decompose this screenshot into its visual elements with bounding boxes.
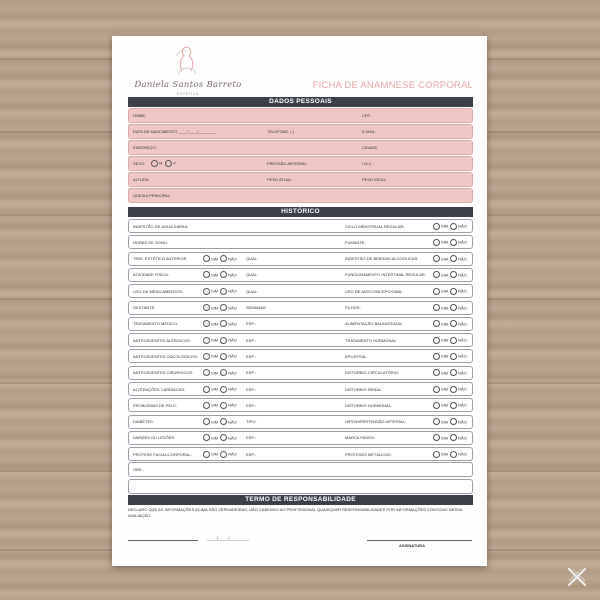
radio-sim[interactable]	[203, 418, 210, 425]
detail-label: QUAL:	[246, 272, 259, 278]
field-label: TELEFONE: ( )	[267, 128, 295, 134]
option-label: NÃO	[228, 272, 237, 278]
question-label: ANTECEDENTES ALÉRGICOS:	[133, 337, 191, 343]
radio-sim[interactable]	[433, 271, 440, 278]
option-label: NÃO	[228, 321, 237, 327]
history-row[interactable]	[128, 398, 473, 412]
history-row[interactable]	[128, 317, 473, 331]
option-label: SIM	[211, 370, 219, 376]
field-label: CPF:	[362, 112, 372, 118]
question-label: EPILEPSIA:	[345, 353, 367, 359]
history-row[interactable]	[128, 252, 473, 266]
radio-sim[interactable]	[433, 402, 440, 409]
detail-label: QUAL:	[246, 288, 259, 294]
obs-label: OBS.:	[133, 466, 144, 472]
radio-feminino[interactable]	[165, 160, 172, 167]
radio-nao[interactable]	[220, 402, 227, 409]
field-label: CIDADE:	[362, 144, 379, 150]
field-label: ENDEREÇO:	[133, 144, 157, 150]
history-row[interactable]	[128, 268, 473, 282]
radio-sim[interactable]	[433, 386, 440, 393]
question-label: ALIMENTAÇÃO BALANCEADA:	[345, 321, 403, 327]
option-label: SIM	[211, 402, 219, 408]
obs-field-line-2[interactable]	[128, 479, 473, 494]
woman-silhouette-icon	[172, 44, 202, 78]
option-label: NÃO	[458, 386, 467, 392]
radio-sim[interactable]	[433, 369, 440, 376]
radio-nao[interactable]	[220, 434, 227, 441]
option-label: SIM	[441, 337, 449, 343]
date-field[interactable]: ____/____/________	[207, 536, 250, 541]
option-label: SIM	[441, 435, 449, 441]
history-row[interactable]	[128, 349, 473, 363]
radio-nao[interactable]	[220, 320, 227, 327]
question-label: INGESTÃO DE ÁGUA DIÁRIA:	[133, 223, 189, 229]
question-label: USO DE MEDICAMENTOS:	[133, 288, 184, 294]
signature-label: ASSINATURA	[399, 543, 425, 548]
detail-label: ESP.:	[246, 321, 256, 327]
option-label: NÃO	[228, 451, 237, 457]
right-yes-no	[433, 272, 467, 279]
radio-sim[interactable]	[203, 434, 210, 441]
left-yes-no	[203, 337, 237, 344]
option-label: NÃO	[458, 272, 467, 278]
option-label: SIM	[211, 451, 219, 457]
option-label: SIM	[211, 337, 219, 343]
option-label: NÃO	[458, 305, 467, 311]
option-label: SIM	[211, 288, 219, 294]
right-yes-no	[433, 305, 467, 312]
question-label: ANTECEDENTES CIRÚRGICOS:	[133, 370, 194, 376]
radio-sim[interactable]	[433, 418, 440, 425]
right-yes-no	[433, 256, 467, 263]
detail-label: ESP.:	[246, 402, 256, 408]
option-label: M	[159, 160, 163, 166]
left-yes-no	[203, 305, 237, 312]
radio-nao[interactable]	[220, 304, 227, 311]
radio-nao[interactable]	[450, 353, 457, 360]
option-label: SIM	[441, 321, 449, 327]
question-label: INGESTÃO DE BEBIDAS ALCOÓLICAS:	[345, 256, 419, 262]
option-label: SIM	[441, 419, 449, 425]
option-label: SIM	[441, 386, 449, 392]
history-row[interactable]	[128, 431, 473, 445]
declaration-text: DECLARO QUE AS INFORMAÇÕES ACIMA SÃO VERDADEIRAS, NÃO CABENDO AO PROFISSIONAL QUAISQUER RESPONSABILIDADES POR INFORMAÇÕES CONTIDAS NESSA AVALIAÇÃO.	[128, 507, 463, 518]
option-label: SIM	[441, 272, 449, 278]
detail-label: ESP.:	[246, 451, 256, 457]
brand-name: Daniela Santos Barreto	[134, 80, 242, 90]
right-yes-no	[433, 451, 467, 458]
history-row[interactable]	[128, 366, 473, 380]
right-yes-no	[433, 370, 467, 377]
radio-sim[interactable]	[433, 255, 440, 262]
question-label: DISTÚRBIO HORMONAL:	[345, 402, 393, 408]
left-yes-no	[203, 370, 237, 377]
radio-sim[interactable]	[203, 369, 210, 376]
left-yes-no	[203, 272, 237, 279]
history-row[interactable]	[128, 415, 473, 429]
detail-label: ESP.:	[246, 337, 256, 343]
option-label: NÃO	[458, 337, 467, 343]
question-label: CICLO MENSTRUAL REGULAR:	[345, 223, 405, 229]
detail-label: ESP.:	[246, 386, 256, 392]
radio-sim[interactable]	[203, 402, 210, 409]
question-label: DISTÚRBIO CIRCULATÓRIO:	[345, 370, 399, 376]
field-label: PESO ATUAL:	[267, 176, 293, 182]
left-yes-no	[203, 402, 237, 409]
field-label: QUEIXA PRINCIPAL:	[133, 192, 171, 198]
option-label: NÃO	[458, 402, 467, 408]
option-label: NÃO	[458, 353, 467, 359]
option-label: NÃO	[458, 256, 467, 262]
option-label: NÃO	[458, 321, 467, 327]
radio-sim[interactable]	[203, 386, 210, 393]
detail-label: ESP.:	[246, 353, 256, 359]
question-label: ALTERAÇÕES CARDÍACAS:	[133, 386, 186, 392]
radio-nao[interactable]	[450, 288, 457, 295]
signature-line[interactable]	[367, 540, 472, 541]
radio-sim[interactable]	[433, 239, 440, 246]
radio-nao[interactable]	[450, 255, 457, 262]
left-yes-no	[203, 321, 237, 328]
question-label: TRATAMENTO MÉDICO:	[133, 321, 179, 327]
brand-subtitle: ESTÉTICA	[177, 92, 199, 96]
section-bar-history: HISTÓRICO	[128, 207, 473, 217]
question-label: FILHOS:	[345, 305, 361, 310]
radio-sim[interactable]	[203, 353, 210, 360]
left-yes-no	[203, 435, 237, 442]
radio-nao[interactable]	[450, 271, 457, 278]
left-yes-no	[203, 256, 237, 263]
left-yes-no	[203, 451, 237, 458]
radio-sim[interactable]	[433, 353, 440, 360]
history-row[interactable]	[128, 382, 473, 396]
right-yes-no	[433, 337, 467, 344]
radio-nao[interactable]	[220, 353, 227, 360]
question-label: HIPO/HIPERTENSÃO ARTERIAL:	[345, 419, 406, 425]
radio-nao[interactable]	[220, 451, 227, 458]
option-label: F	[173, 160, 176, 166]
radio-nao[interactable]	[450, 223, 457, 230]
option-label: NÃO	[228, 402, 237, 408]
radio-sim[interactable]	[433, 434, 440, 441]
option-label: NÃO	[458, 370, 467, 376]
left-yes-no	[203, 419, 237, 426]
option-label: NÃO	[228, 288, 237, 294]
right-yes-no	[433, 223, 467, 230]
right-yes-no	[433, 239, 467, 246]
option-label: SIM	[211, 256, 219, 262]
field-label: ALTURA:	[133, 176, 150, 182]
question-label: FUNCIONAMENTO INTESTINAL REGULAR:	[345, 272, 426, 278]
personal-row[interactable]	[128, 172, 473, 187]
option-label: NÃO	[228, 386, 237, 392]
option-label: NÃO	[458, 223, 467, 229]
field-label: PRESSÃO ARTERIAL:	[267, 160, 308, 166]
right-yes-no	[433, 288, 467, 295]
option-label: NÃO	[458, 239, 467, 245]
form-title: FICHA DE ANAMNESE CORPORAL	[312, 80, 473, 91]
radio-nao[interactable]	[450, 239, 457, 246]
question-label: PRÓTESES METÁLICAS:	[345, 451, 392, 457]
option-label: SIM	[211, 435, 219, 441]
question-label: USO DE ANTICONCEPCIONAL:	[345, 288, 404, 294]
option-label: NÃO	[228, 305, 237, 311]
radio-sim[interactable]	[433, 288, 440, 295]
question-label: PRÓTESE FACIAL/CORPORAL:	[133, 451, 192, 457]
radio-nao[interactable]	[220, 369, 227, 376]
radio-nao[interactable]	[450, 337, 457, 344]
radio-nao[interactable]	[450, 304, 457, 311]
detail-label: ESP.:	[246, 370, 256, 376]
right-yes-no	[433, 353, 467, 360]
option-label: SIM	[441, 223, 449, 229]
question-label: DIABÉTES:	[133, 419, 154, 425]
radio-sim[interactable]	[203, 337, 210, 344]
question-label: MARCA PASSO:	[345, 435, 375, 441]
option-label: NÃO	[228, 337, 237, 343]
option-label: SIM	[441, 305, 449, 311]
option-label: SIM	[441, 256, 449, 262]
radio-nao[interactable]	[220, 271, 227, 278]
question-label: HORAS DE SONO:	[133, 239, 168, 245]
section-bar-terms: TERMO DE RESPONSABILIDADE	[128, 495, 473, 505]
option-label: NÃO	[228, 353, 237, 359]
option-label: SIM	[211, 386, 219, 392]
history-row[interactable]	[128, 235, 473, 249]
close-x-icon	[566, 566, 588, 588]
detail-label: TIPO:	[246, 419, 257, 425]
personal-row[interactable]	[128, 156, 473, 171]
history-row[interactable]	[128, 301, 473, 315]
sex-options	[151, 160, 176, 167]
radio-nao[interactable]	[450, 369, 457, 376]
field-label: DATA DE NASCIMENTO ____/____/________	[133, 128, 217, 134]
personal-row[interactable]	[128, 188, 473, 203]
section-bar-personal: DADOS PESSOAIS	[128, 97, 473, 107]
radio-sim[interactable]	[433, 451, 440, 458]
option-label: NÃO	[228, 435, 237, 441]
question-label: VARIZES OU LESÕES:	[133, 435, 176, 441]
radio-sim[interactable]	[203, 304, 210, 311]
radio-nao[interactable]	[450, 418, 457, 425]
right-yes-no	[433, 402, 467, 409]
option-label: NÃO	[228, 419, 237, 425]
option-label: NÃO	[458, 288, 467, 294]
radio-nao[interactable]	[220, 386, 227, 393]
question-label: DISTÚRBIO RENAL:	[345, 386, 383, 392]
option-label: SIM	[441, 402, 449, 408]
detail-label: SEMANAS:	[246, 305, 267, 310]
field-label: I.M.C.:	[362, 160, 374, 166]
observations-area	[128, 459, 471, 492]
radio-sim[interactable]	[203, 288, 210, 295]
left-yes-no	[203, 288, 237, 295]
left-yes-no	[203, 353, 237, 360]
option-label: NÃO	[458, 435, 467, 441]
field-label: PESO IDEAL:	[362, 176, 387, 182]
field-label: NOME:	[133, 112, 147, 118]
question-label: PROBLEMAS DE PELE:	[133, 402, 178, 408]
right-yes-no	[433, 321, 467, 328]
right-yes-no	[433, 386, 467, 393]
radio-nao[interactable]	[450, 402, 457, 409]
question-label: TRATAMENTO HORMONAL:	[345, 337, 398, 343]
radio-nao[interactable]	[450, 434, 457, 441]
option-label: SIM	[211, 272, 219, 278]
left-yes-no	[203, 386, 237, 393]
anamnesis-form-sheet	[112, 36, 487, 566]
right-yes-no	[433, 419, 467, 426]
detail-label: QUAL:	[246, 256, 259, 262]
radio-nao[interactable]	[220, 255, 227, 262]
option-label: SIM	[441, 239, 449, 245]
option-label: SIM	[211, 305, 219, 311]
option-label: SIM	[211, 321, 219, 327]
right-yes-no	[433, 435, 467, 442]
personal-row[interactable]	[128, 108, 473, 123]
radio-nao[interactable]	[220, 418, 227, 425]
radio-sim[interactable]	[203, 271, 210, 278]
history-row[interactable]	[128, 333, 473, 347]
option-label: NÃO	[458, 451, 467, 457]
option-label: NÃO	[228, 370, 237, 376]
personal-row[interactable]	[128, 124, 473, 139]
radio-nao[interactable]	[220, 337, 227, 344]
place-line[interactable]	[128, 540, 198, 541]
history-row[interactable]	[128, 284, 473, 298]
option-label: SIM	[211, 353, 219, 359]
radio-nao[interactable]	[450, 386, 457, 393]
radio-sim[interactable]	[203, 255, 210, 262]
question-label: ATIVIDADE FÍSICA:	[133, 272, 169, 278]
option-label: SIM	[441, 370, 449, 376]
option-label: SIM	[441, 353, 449, 359]
field-label: SEXO:	[133, 160, 146, 166]
detail-label: ESP.:	[246, 435, 256, 441]
radio-sim[interactable]	[203, 320, 210, 327]
radio-masculino[interactable]	[151, 160, 158, 167]
radio-sim[interactable]	[433, 223, 440, 230]
option-label: NÃO	[228, 256, 237, 262]
option-label: SIM	[441, 451, 449, 457]
option-label: SIM	[441, 288, 449, 294]
obs-field[interactable]	[128, 462, 473, 477]
radio-nao[interactable]	[450, 451, 457, 458]
question-label: TRAT. ESTÉTICO ANTERIOR	[133, 256, 187, 262]
radio-nao[interactable]	[450, 320, 457, 327]
radio-nao[interactable]	[220, 288, 227, 295]
personal-row[interactable]	[128, 140, 473, 155]
question-label: ANTECEDENTES ONCOLÓGICOS:	[133, 353, 198, 359]
field-label: E-MAIL:	[362, 128, 377, 134]
brand-logo	[128, 44, 248, 100]
option-label: SIM	[211, 419, 219, 425]
radio-sim[interactable]	[433, 337, 440, 344]
question-label: FUMANTE:	[345, 239, 366, 245]
question-label: GESTANTE:	[133, 305, 156, 310]
history-row[interactable]	[128, 219, 473, 233]
radio-sim[interactable]	[203, 451, 210, 458]
radio-sim[interactable]	[433, 320, 440, 327]
option-label: NÃO	[458, 419, 467, 425]
radio-sim[interactable]	[433, 304, 440, 311]
